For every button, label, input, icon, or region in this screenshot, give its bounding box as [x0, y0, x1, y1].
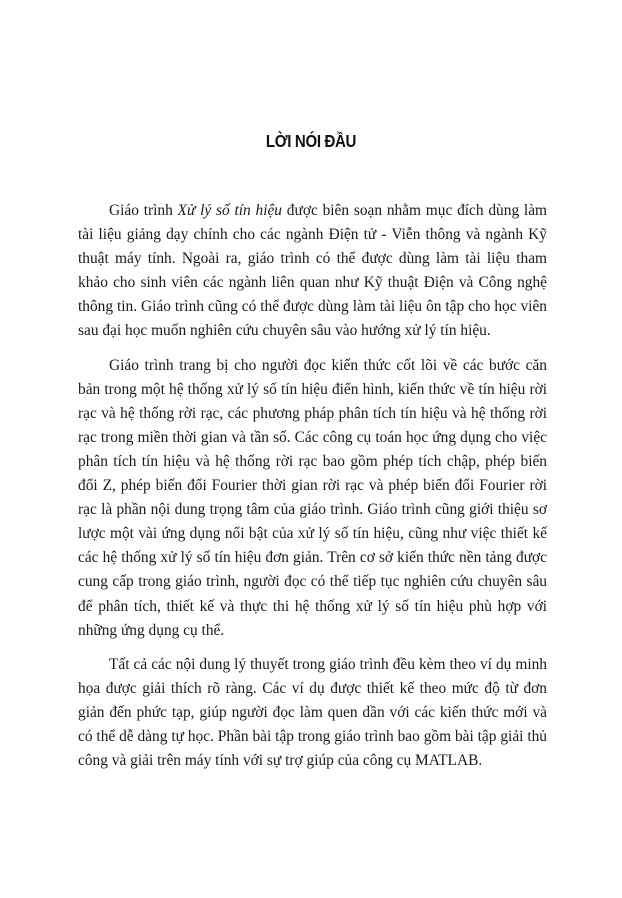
page-heading: LỜI NÓI ĐẦU: [265, 131, 357, 151]
paragraph-1-start: Giáo trình: [109, 202, 178, 219]
paragraph-3: Tất cả các nội dung lý thuyết trong giáo trình đều kèm theo ví dụ minh họa được giải thích rõ ràng. Các ví dụ được thiết kế theo mức độ từ đơn giản đến phức tạp, giúp người đọc làm quen dần với các kiến thức mới và có thể dễ dàng tự học. Phần bài tập trong giáo trình bao gồm bài tập giải thủ công và giải trên máy tính với sự trợ giúp của công cụ MATLAB.: [78, 655, 547, 770]
book-title-emphasis: Xử lý số tín hiệu: [177, 202, 282, 219]
paragraph-1-rest: được biên soạn nhằm mục đích dùng làm tài liệu giảng dạy chính cho các ngành Điện tử - Viễn thông và ngành Kỹ thuật máy tính. Ngoài ra, giáo trình có thể được dùng làm tài liệu tham khảo cho sinh viên các ngành liên quan như Kỹ thuật Điện và Công nghệ thông tin. Giáo trình cũng có thể được dùng làm tài liệu ôn tập cho học viên sau đại học muốn nghiên cứu chuyên sâu vào hướng xử lý tín hiệu.: [78, 202, 547, 340]
body-text: [78, 199, 547, 773]
paragraph-2: Giáo trình trang bị cho người đọc kiến thức cốt lõi về các bước căn bản trong một hệ thống xử lý số tín hiệu điển hình, kiến thức về tín hiệu rời rạc và hệ thống rời rạc, các phương pháp phân tích tín hiệu và hệ thống rời rạc trong miền thời gian và tần số. Các công cụ toán học ứng dụng cho việc phân tích tín hiệu và hệ thống rời rạc bao gồm phép tích chập, phép biến đổi Z, phép biến đổi Fourier thời gian rời rạc và phép biến đổi Fourier rời rạc là phần nội dung trọng tâm của giáo trình. Giáo trình cũng giới thiệu sơ lược một vài ứng dụng nổi bật của xử lý số tín hiệu, cũng như việc thiết kế các hệ thống xử lý số tín hiệu đơn giản. Trên cơ sở kiến thức nền tảng được cung cấp trong giáo trình, người đọc có thể tiếp tục nghiên cứu chuyên sâu để phân tích, thiết kế và thực thi hệ thống xử lý số tín hiệu phù hợp với những ứng dụng cụ thể.: [78, 356, 547, 639]
paragraph-1: [78, 199, 547, 344]
